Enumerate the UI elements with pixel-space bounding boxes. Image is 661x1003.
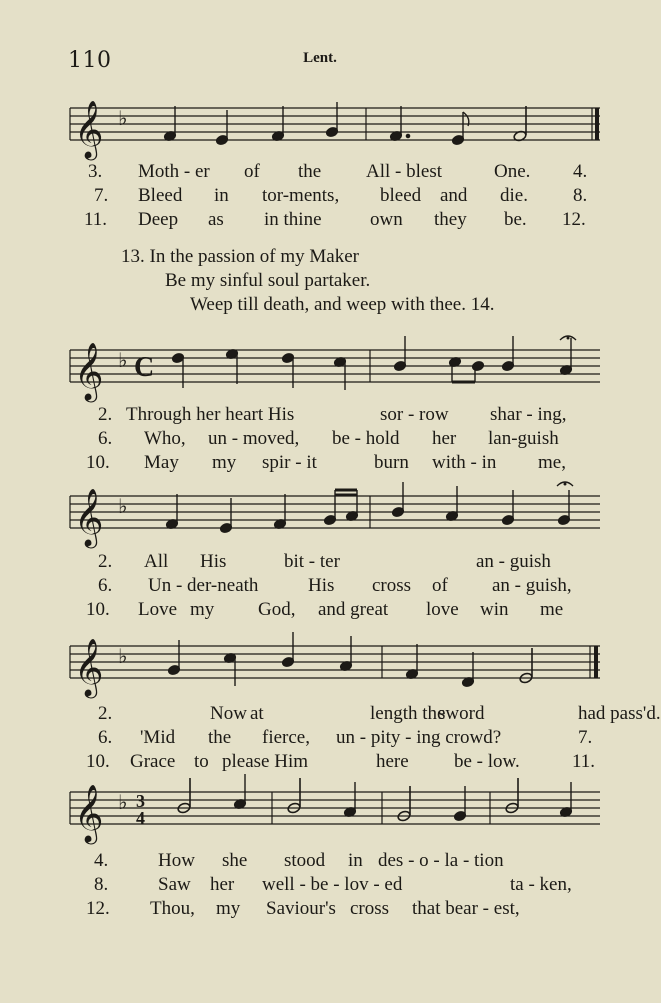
lyric-syllable: 6. bbox=[98, 575, 113, 596]
lyric-syllable: 2. bbox=[98, 703, 113, 724]
lyric-syllable: love bbox=[426, 599, 459, 620]
lyric-syllable: cross bbox=[372, 575, 412, 596]
lyric-syllable: well - be - lov - ed bbox=[262, 874, 403, 895]
lyric-syllable: bit - ter bbox=[284, 551, 340, 572]
lyric-syllable: 8. bbox=[94, 874, 109, 895]
music-staff-2 bbox=[0, 330, 640, 410]
lyric-syllable: at bbox=[250, 703, 264, 724]
lyric-syllable: me bbox=[540, 599, 564, 620]
lyric-syllable: be - hold bbox=[332, 428, 400, 449]
lyric-syllable: 2. bbox=[98, 551, 113, 572]
lyric-line bbox=[0, 428, 640, 450]
lyric-line bbox=[0, 185, 640, 207]
stanza-line: Weep till death, and weep with thee. 14. bbox=[190, 294, 495, 315]
lyric-syllable: All bbox=[144, 551, 169, 572]
lyric-syllable: un - pity - ing crowd? bbox=[336, 727, 502, 748]
running-head: Lent. bbox=[303, 50, 337, 66]
lyric-syllable: Who, bbox=[144, 428, 186, 449]
lyric-syllable: be - low. bbox=[454, 751, 520, 772]
lyric-syllable: tor-ments, bbox=[262, 185, 340, 206]
lyric-syllable: Moth - er bbox=[138, 161, 210, 182]
lyric-syllable: that bear - est, bbox=[412, 898, 520, 919]
music-staff-3 bbox=[0, 476, 640, 556]
page-number: 110 bbox=[68, 48, 112, 73]
lyric-syllable: des - o - la - tion bbox=[378, 850, 504, 871]
treble-clef-icon: 𝄞 bbox=[74, 638, 104, 696]
lyric-syllable: burn bbox=[374, 452, 409, 473]
treble-clef-icon: 𝄞 bbox=[74, 100, 104, 158]
flat-key-signature-icon: ♭ bbox=[118, 790, 128, 814]
flat-key-signature-icon: ♭ bbox=[118, 644, 128, 668]
lyric-syllable: in thine bbox=[264, 209, 322, 230]
lyric-syllable: May bbox=[144, 452, 179, 473]
lyric-syllable: 8. bbox=[573, 185, 588, 206]
lyric-syllable: the bbox=[208, 727, 232, 748]
lyric-syllable: and bbox=[440, 185, 468, 206]
lyric-syllable: fierce, bbox=[262, 727, 310, 748]
lyric-syllable: 10. bbox=[86, 452, 110, 473]
lyric-syllable: sword bbox=[438, 703, 485, 724]
lyric-syllable: lan-guish bbox=[488, 428, 559, 449]
lyric-syllable: 11. bbox=[572, 751, 596, 772]
lyric-syllable: win bbox=[480, 599, 509, 620]
lyric-syllable: in bbox=[348, 850, 363, 871]
stanza-line: Be my sinful soul partaker. bbox=[165, 270, 371, 291]
lyric-syllable: Deep bbox=[138, 209, 179, 230]
lyric-syllable: 6. bbox=[98, 428, 113, 449]
lyric-syllable: shar - ing, bbox=[490, 404, 567, 425]
lyric-syllable: 12. bbox=[86, 898, 110, 919]
lyric-syllable: 6. bbox=[98, 727, 113, 748]
lyric-line bbox=[0, 575, 640, 597]
lyric-syllable: 'Mid bbox=[140, 727, 176, 748]
lyric-syllable: and great bbox=[318, 599, 389, 620]
flat-key-signature-icon: ♭ bbox=[118, 348, 128, 372]
lyric-syllable: All - blest bbox=[366, 161, 442, 182]
lyric-syllable: 3. bbox=[88, 161, 103, 182]
lyric-syllable: they bbox=[434, 209, 467, 230]
lyric-syllable: Saviour's bbox=[266, 898, 336, 919]
lyric-syllable: die. bbox=[500, 185, 528, 206]
lyric-syllable: Grace bbox=[130, 751, 176, 772]
lyric-syllable: bleed bbox=[380, 185, 422, 206]
lyric-syllable: cross bbox=[350, 898, 390, 919]
treble-clef-icon: 𝄞 bbox=[74, 342, 104, 400]
lyric-syllable: His bbox=[200, 551, 227, 572]
lyric-syllable: my bbox=[212, 452, 237, 473]
lyric-syllable: Now bbox=[210, 703, 247, 724]
lyric-line bbox=[0, 850, 640, 872]
lyric-syllable: of bbox=[244, 161, 260, 182]
lyric-syllable: of bbox=[432, 575, 448, 596]
flat-key-signature-icon: ♭ bbox=[118, 494, 128, 518]
lyric-syllable: had pass'd. bbox=[578, 703, 661, 724]
lyric-syllable: 4. bbox=[94, 850, 109, 871]
lyric-syllable: ta - ken, bbox=[510, 874, 572, 895]
lyric-line bbox=[0, 209, 640, 231]
lyric-syllable: length the bbox=[370, 703, 446, 724]
lyric-syllable: 7. bbox=[578, 727, 593, 748]
lyric-syllable: One. bbox=[494, 161, 531, 182]
lyric-line bbox=[0, 452, 640, 474]
lyric-syllable: Love bbox=[138, 599, 178, 620]
lyric-syllable: own bbox=[370, 209, 403, 230]
music-staff-5 bbox=[0, 772, 640, 852]
lyric-line bbox=[0, 404, 640, 426]
lyric-syllable: sor - row bbox=[380, 404, 449, 425]
lyric-syllable: 10. bbox=[86, 751, 110, 772]
lyric-syllable: 10. bbox=[86, 599, 110, 620]
lyric-syllable: the bbox=[298, 161, 322, 182]
lyric-syllable: How bbox=[158, 850, 195, 871]
treble-clef-icon: 𝄞 bbox=[74, 488, 104, 546]
lyric-syllable: please Him bbox=[222, 751, 309, 772]
lyric-syllable: stood bbox=[284, 850, 326, 871]
lyric-line bbox=[0, 727, 640, 749]
lyric-syllable: un - moved, bbox=[208, 428, 300, 449]
flat-key-signature-icon: ♭ bbox=[118, 106, 128, 130]
lyric-syllable: Un - der-neath bbox=[148, 575, 259, 596]
lyric-syllable: her bbox=[432, 428, 457, 449]
lyric-syllable: be. bbox=[504, 209, 527, 230]
lyric-syllable: here bbox=[376, 751, 409, 772]
common-time-icon: C bbox=[134, 352, 155, 383]
lyric-syllable: spir - it bbox=[262, 452, 317, 473]
lyric-syllable: as bbox=[208, 209, 224, 230]
lyric-syllable: to bbox=[194, 751, 209, 772]
lyric-syllable: 7. bbox=[94, 185, 109, 206]
lyric-line bbox=[0, 551, 640, 573]
lyric-syllable: Saw bbox=[158, 874, 191, 895]
lyric-line bbox=[0, 898, 640, 920]
lyric-syllable: with - in bbox=[432, 452, 497, 473]
lyric-syllable: me, bbox=[538, 452, 566, 473]
lyric-syllable: my bbox=[190, 599, 215, 620]
lyric-syllable: His bbox=[308, 575, 335, 596]
lyric-line bbox=[0, 703, 661, 725]
music-staff-4 bbox=[0, 626, 640, 706]
lyric-syllable: 2. bbox=[98, 404, 113, 425]
treble-clef-icon: 𝄞 bbox=[74, 784, 104, 842]
lyric-syllable: Thou, bbox=[150, 898, 195, 919]
lyric-line bbox=[0, 874, 640, 896]
lyric-syllable: an - guish bbox=[476, 551, 551, 572]
lyric-line bbox=[0, 161, 640, 183]
time-signature-bottom: 4 bbox=[136, 808, 145, 828]
lyric-syllable: 4. bbox=[573, 161, 588, 182]
lyric-syllable: an - guish, bbox=[492, 575, 572, 596]
lyric-syllable: God, bbox=[258, 599, 296, 620]
music-staff-1 bbox=[0, 88, 640, 168]
lyric-syllable: in bbox=[214, 185, 229, 206]
lyric-syllable: her bbox=[210, 874, 235, 895]
lyric-line bbox=[0, 599, 640, 621]
lyric-syllable: 11. bbox=[84, 209, 108, 230]
lyric-syllable: Through her heart His bbox=[126, 404, 295, 425]
lyric-syllable: Bleed bbox=[138, 185, 183, 206]
lyric-syllable: 12. bbox=[562, 209, 586, 230]
lyric-syllable: she bbox=[222, 850, 248, 871]
lyric-line bbox=[0, 751, 640, 773]
time-signature-top: 3 bbox=[136, 791, 145, 811]
lyric-syllable: my bbox=[216, 898, 241, 919]
stanza-line: 13. In the passion of my Maker bbox=[121, 246, 359, 267]
